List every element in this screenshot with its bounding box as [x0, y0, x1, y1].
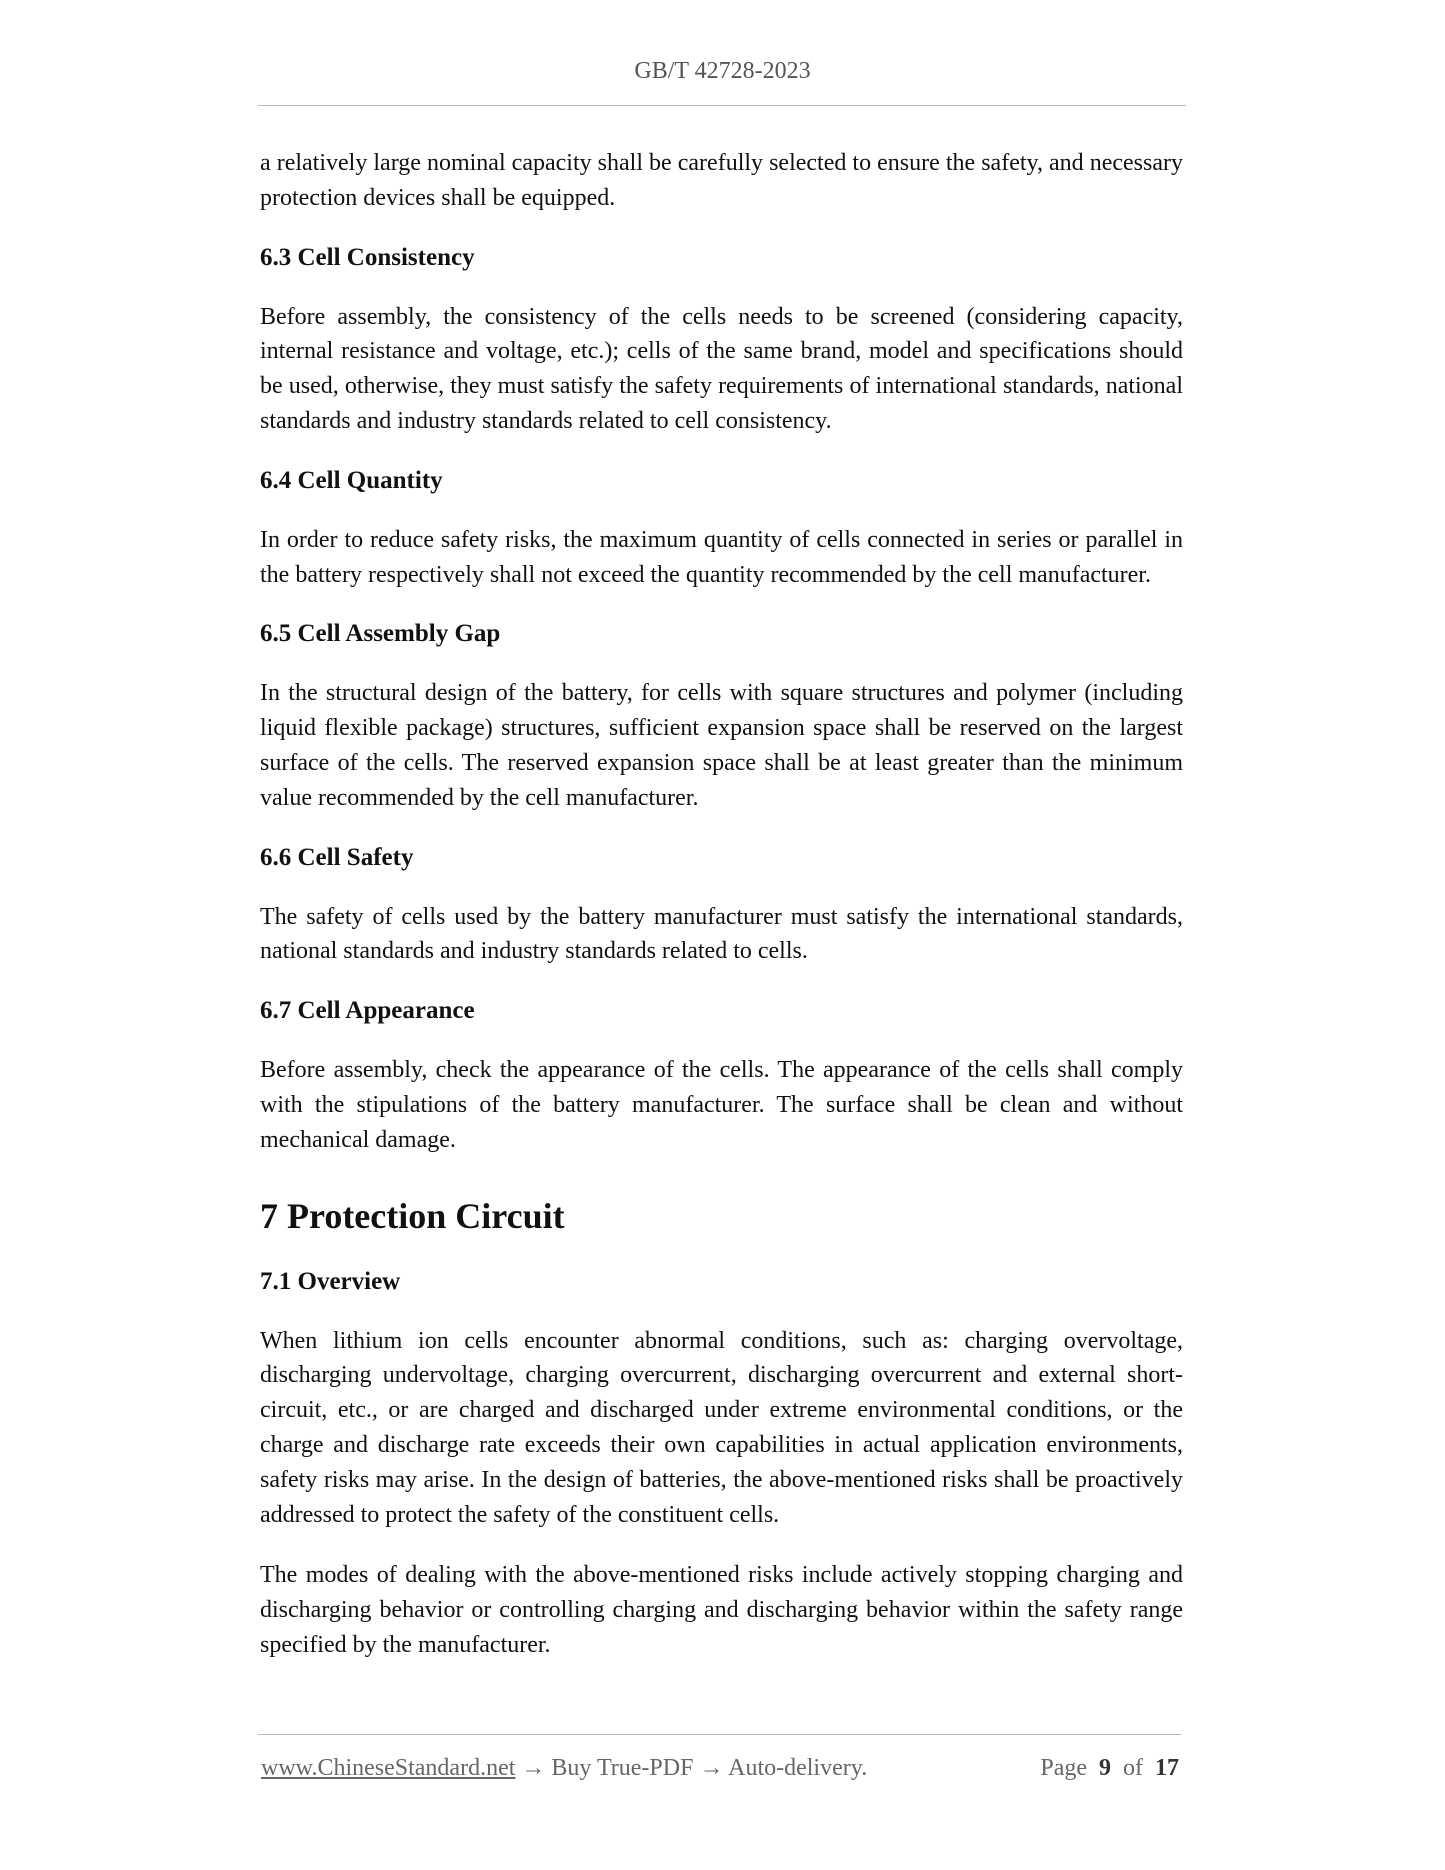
section-paragraph: Before assembly, the consistency of the cells needs to be screened (considering capacity, internal resistance and voltage, etc.); cells of the same brand, model and specifications should be used, otherwise, they must satisfy the safety requirements of international standards, national standards and industry standards related to cell consistency.	[260, 303, 1183, 434]
page-current: 9	[1099, 1755, 1111, 1781]
section-heading: 6.4 Cell Quantity	[260, 466, 443, 494]
header-divider	[258, 105, 1186, 106]
section-paragraph: When lithium ion cells encounter abnormal conditions, such as: charging overvoltage, discharging undervoltage, charging overcurrent, discharging overcurrent and external short-circuit, etc., or are charged and discharged under extreme environmental conditions, or the charge and discharge rate exceeds their own capabilities in actual application environments, safety risks may arise. In the design of batteries, the above-mentioned risks shall be proactively addressed to protect the safety of the constituent cells.	[260, 1327, 1183, 1528]
intro-paragraph: a relatively large nominal capacity shall be carefully selected to ensure the safety, and necessary protection devices shall be equipped.	[260, 150, 1183, 211]
section-heading: 6.3 Cell Consistency	[260, 243, 475, 271]
page-footer	[261, 1755, 1181, 1787]
section-6-5	[260, 618, 1183, 815]
section-paragraph: In order to reduce safety risks, the maximum quantity of cells connected in series or parallel in the battery respectively shall not exceed the quantity recommended by the cell manufacturer.	[260, 526, 1183, 588]
section-paragraph: The modes of dealing with the above-mentioned risks include actively stopping charging and discharging behavior or controlling charging and discharging behavior within the safety range specified by the manufacturer.	[260, 1562, 1183, 1658]
section-paragraph: The safety of cells used by the battery manufacturer must satisfy the international standards, national standards and industry standards related to cells.	[260, 903, 1183, 965]
footer-divider	[258, 1734, 1181, 1735]
page-word: Page	[1040, 1755, 1087, 1781]
footer-promo	[261, 1755, 867, 1782]
chapter-title: 7 Protection Circuit	[260, 1195, 565, 1236]
site-link[interactable]: www.ChineseStandard.net	[261, 1755, 516, 1781]
section-heading: 7.1 Overview	[260, 1267, 401, 1295]
section-paragraph: Before assembly, check the appearance of the cells. The appearance of the cells shall comply with the stipulations of the battery manufacturer. The surface shall be clean and without mechanical damage.	[260, 1057, 1183, 1153]
of-word: of	[1123, 1755, 1143, 1781]
page-body	[260, 146, 1183, 1689]
section-7-1	[260, 1266, 1183, 1663]
section-6-3	[260, 242, 1183, 439]
section-heading: 6.6 Cell Safety	[260, 843, 414, 871]
section-heading: 6.7 Cell Appearance	[260, 997, 475, 1025]
page-total: 17	[1155, 1755, 1179, 1781]
section-6-6	[260, 842, 1183, 970]
page-indicator	[1040, 1755, 1179, 1782]
footer-promo-text: → Buy True-PDF → Auto-delivery.	[515, 1755, 868, 1781]
section-6-4	[260, 465, 1183, 593]
section-paragraph: In the structural design of the battery, for cells with square structures and polymer (including liquid flexible package) structures, sufficient expansion space shall be reserved on the largest surface of the cells. The reserved expansion space shall be at least greater than the minimum value recommended by the cell manufacturer.	[260, 680, 1183, 811]
section-6-7	[260, 995, 1183, 1157]
running-header: GB/T 42728-2023	[634, 58, 811, 84]
section-heading: 6.5 Cell Assembly Gap	[260, 620, 501, 648]
